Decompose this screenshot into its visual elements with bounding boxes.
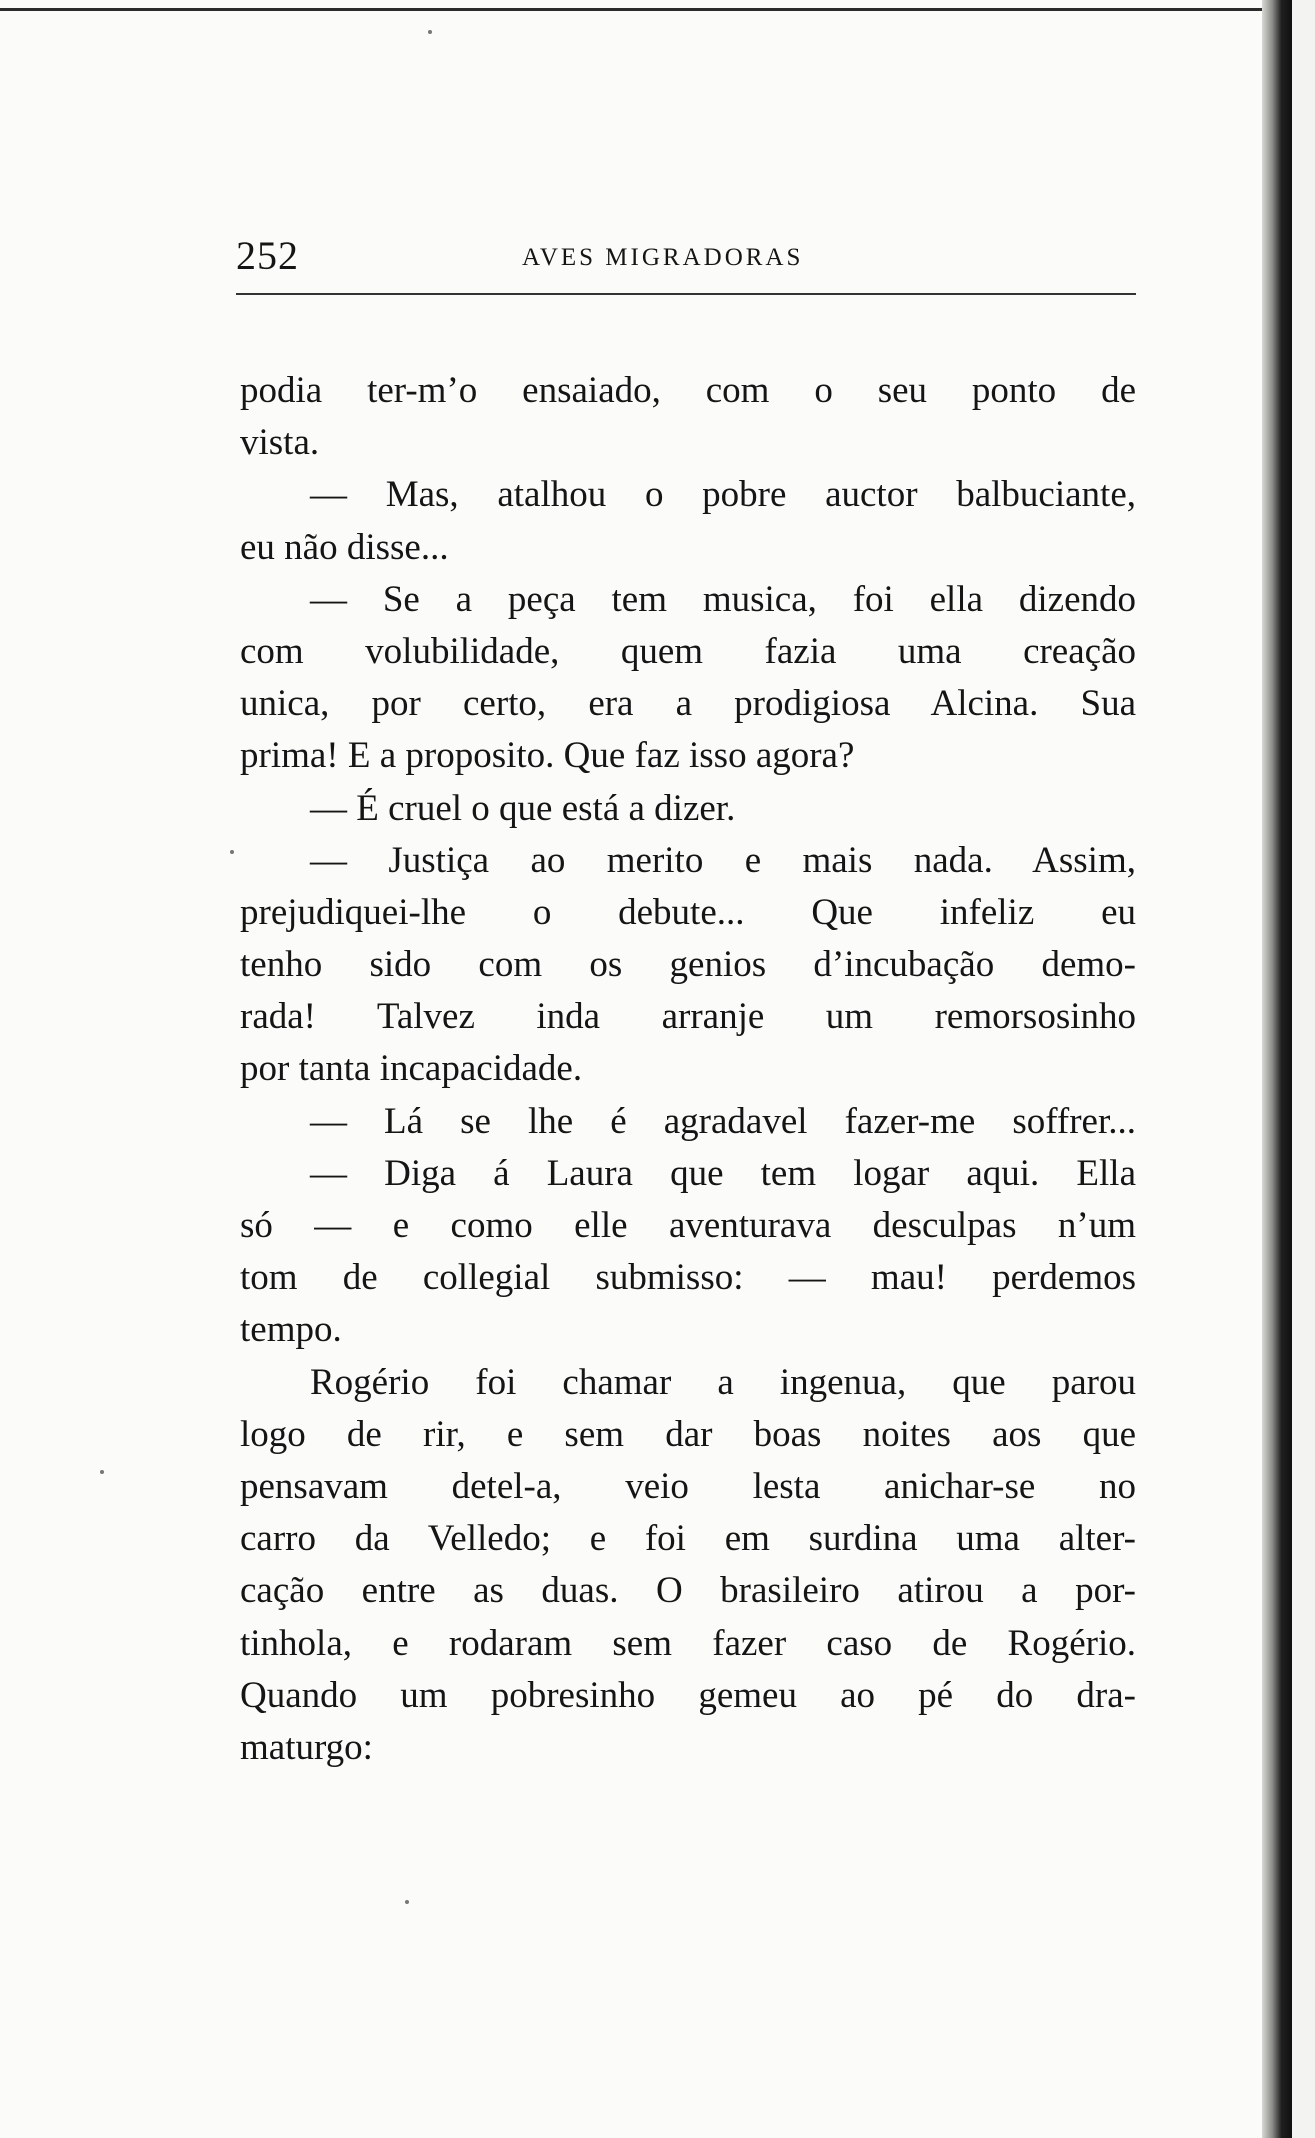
paper-speck bbox=[428, 30, 432, 34]
text-line: — Justiça ao merito e mais nada. Assim, bbox=[310, 839, 1136, 881]
paper-speck bbox=[230, 850, 234, 854]
running-title: AVES MIGRADORAS bbox=[522, 244, 804, 271]
header-rule bbox=[236, 293, 1136, 295]
text-line: — Mas, atalhou o pobre auctor balbuciante, bbox=[310, 474, 1136, 516]
text-line: eu não disse... bbox=[240, 526, 449, 568]
text-line: carro da Velledo; e foi em surdina uma alter- bbox=[240, 1518, 1136, 1560]
text-line: — É cruel o que está a dizer. bbox=[310, 787, 736, 829]
text-line: tempo. bbox=[240, 1309, 342, 1351]
paper-speck bbox=[100, 1470, 104, 1474]
body-text bbox=[240, 365, 1136, 1774]
text-line: tom de collegial submisso: — mau! perdemos bbox=[240, 1257, 1136, 1299]
text-line: vista. bbox=[240, 422, 320, 464]
text-line: podia ter-m’o ensaiado, com o seu ponto de bbox=[240, 370, 1136, 411]
page-edge bbox=[1292, 0, 1315, 2138]
text-line: Quando um pobresinho gemeu ao pé do dra- bbox=[240, 1674, 1136, 1716]
text-line: logo de rir, e sem dar boas noites aos que bbox=[240, 1413, 1136, 1455]
text-line: prejudiquei-lhe o debute... Que infeliz eu bbox=[240, 891, 1136, 933]
text-line: tenho sido com os genios d’incubação demo- bbox=[240, 944, 1136, 986]
text-line: rada! Talvez inda arranje um remorsosinho bbox=[240, 996, 1136, 1038]
text-line: — Diga á Laura que tem logar aqui. Ella bbox=[310, 1152, 1136, 1194]
top-edge-rule bbox=[0, 8, 1300, 11]
text-line: — Lá se lhe é agradavel fazer-me soffrer... bbox=[310, 1100, 1136, 1142]
text-line: maturgo: bbox=[240, 1726, 373, 1768]
text-line: prima! E a proposito. Que faz isso agora? bbox=[240, 735, 855, 777]
page-header bbox=[236, 232, 1136, 292]
page-number: 252 bbox=[236, 233, 299, 278]
text-line: só — e como elle aventurava desculpas n’um bbox=[240, 1205, 1136, 1246]
text-line: — Se a peça tem musica, foi ella dizendo bbox=[310, 578, 1136, 620]
text-line: pensavam detel-a, veio lesta anichar-se no bbox=[240, 1465, 1136, 1507]
book-spine-shadow bbox=[1262, 0, 1292, 2138]
text-line: tinhola, e rodaram sem fazer caso de Rogério. bbox=[240, 1622, 1136, 1664]
text-line: por tanta incapacidade. bbox=[240, 1048, 583, 1090]
paper-speck bbox=[405, 1900, 409, 1904]
text-line: unica, por certo, era a prodigiosa Alcina. Sua bbox=[240, 683, 1136, 725]
text-line: cação entre as duas. O brasileiro atirou a por- bbox=[240, 1570, 1136, 1612]
text-line: Rogério foi chamar a ingenua, que parou bbox=[310, 1361, 1136, 1403]
text-line: com volubilidade, quem fazia uma creação bbox=[240, 630, 1136, 672]
